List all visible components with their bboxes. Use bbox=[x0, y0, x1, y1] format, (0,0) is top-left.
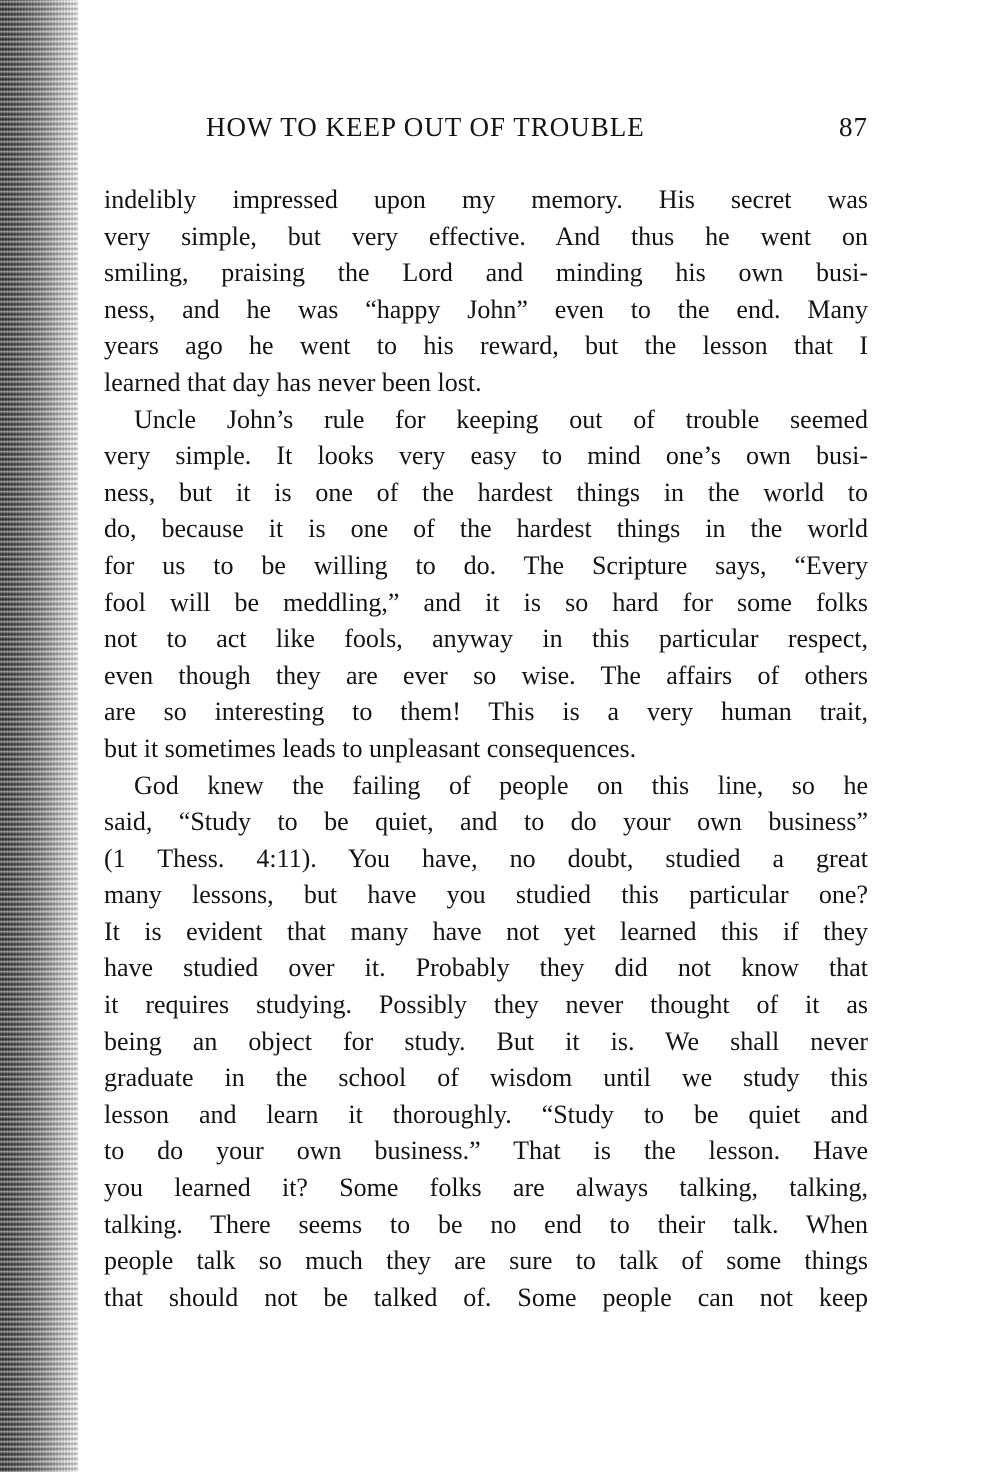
text-line: but it sometimes leads to unpleasant consequences. bbox=[104, 733, 637, 763]
paragraph-2 bbox=[104, 402, 868, 768]
body-text bbox=[104, 182, 868, 1316]
text-line: even though they are ever so wise. The affairs of others bbox=[104, 660, 868, 690]
text-line: people talk so much they are sure to talk of some things bbox=[104, 1246, 868, 1276]
book-page bbox=[104, 112, 868, 1316]
text-line: being an object for study. But it is. We shall never bbox=[104, 1026, 868, 1056]
text-line: that should not be talked of. Some people can not keep bbox=[104, 1282, 868, 1312]
text-line: fool will be meddling,” and it is so hard for some folks bbox=[104, 587, 868, 617]
text-line: very simple, but very effective. And thus he went on bbox=[104, 221, 868, 251]
text-line: it requires studying. Possibly they never thought of it as bbox=[104, 990, 868, 1020]
text-line: graduate in the school of wisdom until we study this bbox=[104, 1063, 868, 1093]
text-line: lesson and learn it thoroughly. “Study to be quiet and bbox=[104, 1099, 868, 1129]
paragraph-3 bbox=[104, 768, 868, 1317]
text-line: ness, but it is one of the hardest things in the world to bbox=[104, 477, 868, 507]
text-line: It is evident that many have not yet learned this if they bbox=[104, 916, 868, 946]
text-line: many lessons, but have you studied this particular one? bbox=[104, 880, 868, 910]
text-line: ness, and he was “happy John” even to the end. Many bbox=[104, 294, 868, 324]
text-line: are so interesting to them! This is a very human trait, bbox=[104, 697, 868, 727]
running-head-title: HOW TO KEEP OUT OF TROUBLE bbox=[206, 112, 645, 142]
scan-shadow-edge bbox=[0, 0, 78, 1472]
text-line: not to act like fools, anyway in this particular respect, bbox=[104, 624, 868, 654]
text-line: for us to be willing to do. The Scripture says, “Every bbox=[104, 550, 868, 580]
text-line: have studied over it. Probably they did not know that bbox=[104, 953, 868, 983]
text-line: indelibly impressed upon my memory. His secret was bbox=[104, 185, 868, 214]
text-line: (1 Thess. 4:11). You have, no doubt, studied a great bbox=[104, 843, 868, 873]
text-line: smiling, praising the Lord and minding his own busi- bbox=[104, 258, 868, 288]
paragraph-1 bbox=[104, 182, 868, 402]
text-line: talking. There seems to be no end to their talk. When bbox=[104, 1209, 868, 1239]
text-line: do, because it is one of the hardest things in the world bbox=[104, 514, 868, 544]
text-line: to do your own business.” That is the lesson. Have bbox=[104, 1136, 868, 1166]
page-number: 87 bbox=[839, 112, 868, 142]
text-line: God knew the failing of people on this line, so he bbox=[134, 770, 868, 800]
text-line: Uncle John’s rule for keeping out of trouble seemed bbox=[134, 404, 868, 434]
running-head bbox=[104, 112, 868, 152]
text-line: learned that day has never been lost. bbox=[104, 367, 482, 397]
text-line: said, “Study to be quiet, and to do your own business” bbox=[104, 807, 868, 837]
text-line: very simple. It looks very easy to mind one’s own busi- bbox=[104, 441, 868, 471]
text-line: years ago he went to his reward, but the lesson that I bbox=[104, 331, 868, 361]
text-line: you learned it? Some folks are always talking, talking, bbox=[104, 1173, 868, 1203]
